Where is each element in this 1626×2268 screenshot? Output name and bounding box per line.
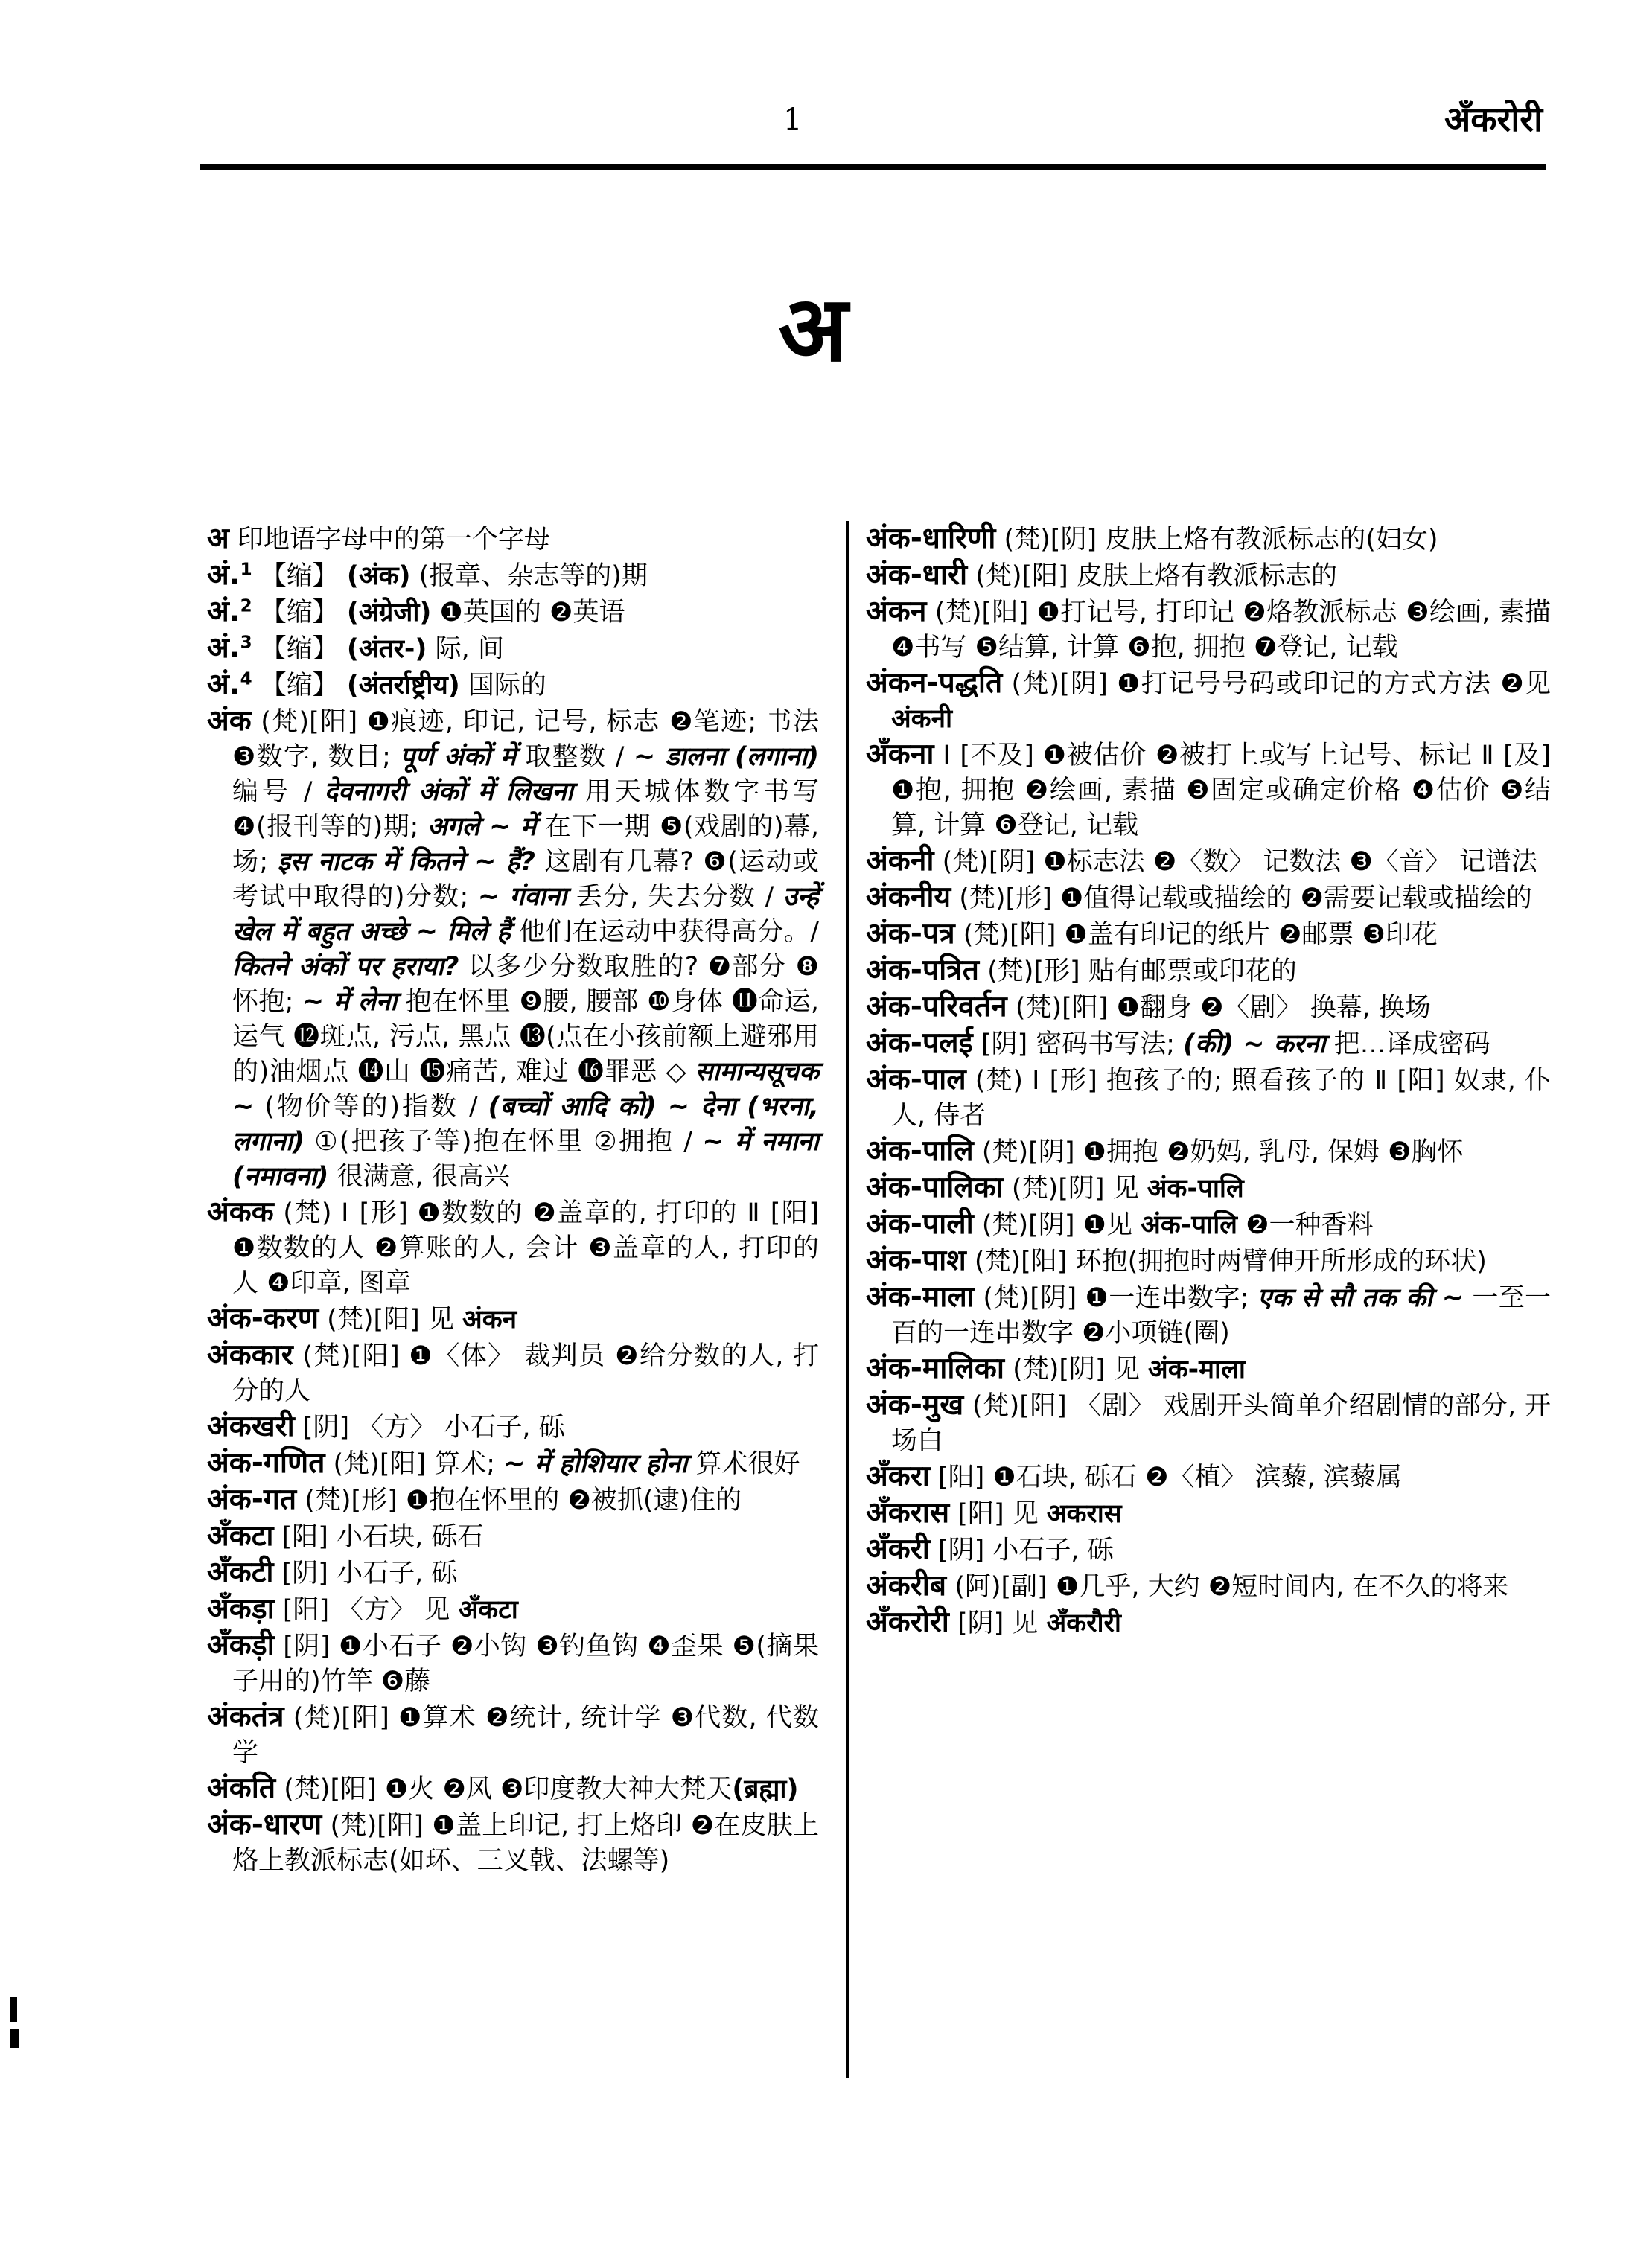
entry-text: 取整数 / xyxy=(516,742,634,772)
entry-text: (梵)[阴] ❶拥抱 ❷奶妈, 乳母, 保姆 ❸胸怀 xyxy=(973,1137,1464,1167)
entry-homograph-number: 2 xyxy=(240,596,252,616)
entry-headword: अंक-मुख xyxy=(866,1388,964,1422)
dictionary-entry xyxy=(207,558,819,594)
entry-text: ①(把孩子等)抱在怀里 ②拥抱 / xyxy=(305,1127,703,1157)
entry-text: (梵)[阳] ❶盖上印记, 打上烙印 ❷在皮肤上烙上教派标志(如环、三叉戟、法螺等) xyxy=(232,1811,819,1876)
entry-example-hindi: ~ में होशियार होना xyxy=(503,1449,688,1479)
dictionary-entry xyxy=(207,1699,819,1771)
entry-text: [阴] 密码书写法; xyxy=(972,1029,1184,1059)
entry-example-hindi: एक से सौ तक की ~ xyxy=(1257,1283,1464,1313)
entry-headword: अंक-मालिका xyxy=(866,1352,1004,1385)
entry-text: (梵)[阳] ❶翻身 ❷〈剧〉 换幕, 换场 xyxy=(1007,993,1431,1023)
dictionary-entry xyxy=(866,1280,1551,1351)
entry-crossref: अंक-पालि xyxy=(1141,1210,1237,1240)
section-letter: अ xyxy=(778,276,848,382)
entry-example-hindi: ~ डालना (लगाना) xyxy=(633,742,820,772)
dictionary-entry xyxy=(207,630,819,667)
entry-headword: अंक-माला xyxy=(866,1280,975,1314)
entry-example-hindi: देवनागरी अंकों में लिखना xyxy=(324,777,573,807)
entry-headword: अंकनीय xyxy=(866,881,951,914)
entry-text: 【缩】 xyxy=(252,561,347,591)
column-divider xyxy=(846,521,849,2078)
entry-headword: अँकरोरी xyxy=(866,1606,949,1639)
entry-text: 印地语字母中的第一个字母 xyxy=(229,525,550,555)
entry-homograph-number: 3 xyxy=(240,633,252,653)
entry-text: 【缩】 xyxy=(252,634,347,664)
entry-text: (梵)[阳] ❶火 ❷风 ❸印度教大神大梵天 xyxy=(275,1775,733,1804)
entry-text: ❷一种香料 xyxy=(1237,1210,1374,1240)
entry-text: 以多少分数取胜的? ❼部分 ❽怀抱; xyxy=(232,952,819,1017)
entry-text: 抱在怀里 ❾腰, 腰部 ❿身体 ⓫命运, 运气 ⓬斑点, 污点, 黑点 ⓭(点在小孩前额上避邪用的)油烟点 ⓮山 ⓯痛苦, 难过 ⓰罪恶 ◇ xyxy=(232,987,819,1087)
dictionary-entry xyxy=(866,737,1551,843)
entry-text: (梵)[阳] ❶〈体〉 裁判员 ❷给分数的人, 打分的人 xyxy=(232,1341,819,1406)
entry-headword: अं. xyxy=(207,668,240,701)
entry-headword: अंक-धारण xyxy=(207,1808,322,1841)
entry-example-hindi: (की) ~ करना xyxy=(1183,1029,1326,1059)
dictionary-entry xyxy=(866,1568,1551,1605)
entry-text: 把…译成密码 xyxy=(1325,1029,1490,1059)
dictionary-entry xyxy=(866,558,1551,594)
entry-text: (梵)[阴] ❶一连串数字; xyxy=(974,1283,1257,1313)
entry-crossref: अंकनी xyxy=(891,704,953,734)
entry-crossref: अंक-माला xyxy=(1147,1355,1246,1384)
scan-artifact-mark xyxy=(10,1997,17,2022)
entry-text: (梵)[形] ❶值得记载或描绘的 ❷需要记载或描绘的 xyxy=(951,884,1532,913)
entry-example-hindi: सामान्यसूचक ~ xyxy=(232,1057,819,1122)
entry-text: [阴] 小石子, 砾 xyxy=(929,1536,1114,1565)
entry-crossref: (अंतर्राष्ट्रीय) xyxy=(346,671,460,700)
left-column xyxy=(207,521,819,1879)
entry-crossref: अकरास xyxy=(1046,1499,1122,1529)
dictionary-entry xyxy=(866,953,1551,989)
dictionary-entry xyxy=(866,1495,1551,1532)
entry-text: (梵)[阳] 见 xyxy=(319,1305,463,1335)
entry-text: (梵)[阳] ❶盖有印记的纸片 ❷邮票 ❸印花 xyxy=(954,920,1438,950)
entry-example-hindi: ~ में नमाना (नमावना) xyxy=(232,1127,819,1192)
entry-text: (梵)[阳] ❶痕迹, 印记, 记号, 标志 ❷笔迹; 书法 ❸数字, 数目; xyxy=(232,707,819,772)
entry-text: [阴] 小石子, 砾 xyxy=(273,1559,458,1588)
dictionary-entry xyxy=(207,1446,819,1482)
entry-headword: अँकड़ी xyxy=(207,1629,275,1662)
entry-text: (梵)[阴] ❶标志法 ❷〈数〉 记数法 ❸〈音〉 记谱法 xyxy=(934,847,1538,877)
dictionary-entry xyxy=(866,1207,1551,1243)
entry-text: 丢分, 失去分数 / xyxy=(567,882,783,912)
dictionary-entry xyxy=(866,594,1551,665)
entry-example-hindi: (बच्चों आदि को) ~ देना (भरना, लगाना) xyxy=(232,1092,820,1157)
entry-example-hindi: अगले ~ में xyxy=(427,812,537,842)
entry-text: 国际的 xyxy=(459,671,546,700)
entry-text: 用天城体数字书写 ❹(报刊等的)期; xyxy=(232,777,819,842)
entry-text: 这剧有几幕? ❻(运动或考试中取得的)分数; xyxy=(232,847,819,912)
dictionary-entry xyxy=(866,1605,1551,1641)
entry-text: (梵)[阳] 算术; xyxy=(325,1449,504,1479)
dictionary-entry xyxy=(866,916,1551,953)
entry-headword: अँकरी xyxy=(866,1533,930,1566)
right-column xyxy=(866,521,1551,1641)
entry-example-hindi: कितने अंकों पर हराया? xyxy=(232,952,459,982)
entry-headword: अँकड़ा xyxy=(207,1592,275,1626)
entry-text: 在下一期 ❺(戏剧的)幕, 场; xyxy=(232,812,819,877)
entry-headword: अं. xyxy=(207,558,240,592)
dictionary-entry xyxy=(866,1170,1551,1207)
entry-text: [阴] 〈方〉 小石子, 砾 xyxy=(294,1413,565,1443)
dictionary-entry xyxy=(207,1628,819,1699)
entry-crossref: (अंग्रेजी) xyxy=(346,598,432,627)
entry-text: (梵)[阳] ❶打记号, 打印记 ❷烙教派标志 ❸绘画, 素描 ❹书写 ❺结算, 计算 ❻抱, 拥抱 ❼登记, 记载 xyxy=(891,598,1551,662)
entry-headword: अंकतंत्र xyxy=(207,1700,284,1734)
entry-text: 他们在运动中获得高分。/ xyxy=(510,917,820,947)
entry-headword: अंक-परिवर्तन xyxy=(866,990,1007,1023)
dictionary-entry xyxy=(866,1026,1551,1062)
guide-word: अँकरोरी xyxy=(1444,99,1543,139)
entry-headword: अंक xyxy=(207,704,252,738)
entry-text: [阴] 见 xyxy=(948,1609,1047,1638)
entry-headword: अं. xyxy=(207,595,240,628)
dictionary-entry xyxy=(866,1387,1551,1459)
entry-text: [阳] 见 xyxy=(949,1499,1047,1529)
entry-crossref: (अंतर-) xyxy=(346,634,427,664)
entry-text: (梵)[阴] 皮肤上烙有教派标志的(妇女) xyxy=(995,525,1438,555)
entry-headword: अंकखरी xyxy=(207,1410,295,1443)
dictionary-entry xyxy=(866,843,1551,880)
entry-crossref: अँकटा xyxy=(458,1595,518,1625)
entry-headword: अंकनी xyxy=(866,844,934,878)
dictionary-entry xyxy=(866,989,1551,1026)
entry-headword: अंक-पलई xyxy=(866,1026,973,1060)
entry-text: [阴] ❶小石子 ❷小钩 ❸钓鱼钩 ❹歪果 ❺(摘果子用的)竹竿 ❻藤 xyxy=(232,1632,819,1696)
entry-crossref: अँकरौरी xyxy=(1046,1609,1121,1638)
entry-headword: अंकरीब xyxy=(866,1569,947,1603)
entry-text: 【缩】 xyxy=(252,598,347,627)
entry-text: (梵)[形] ❶抱在怀里的 ❷被抓(逮)住的 xyxy=(296,1486,742,1515)
entry-text: (物价等的)指数 / xyxy=(254,1092,488,1122)
dictionary-entry xyxy=(866,1459,1551,1495)
dictionary-entry xyxy=(207,594,819,630)
entry-example-hindi: पूर्ण अंकों में xyxy=(400,742,517,772)
entry-headword: अंक-पाल xyxy=(866,1063,966,1096)
entry-text: (梵)[阴] 见 xyxy=(1003,1174,1147,1204)
dictionary-entry xyxy=(207,1195,819,1301)
dictionary-entry xyxy=(207,1518,819,1555)
entry-text: (梵)[阴] 见 xyxy=(1004,1355,1148,1384)
entry-text: (梵) Ⅰ [形] ❶数数的 ❷盖章的, 打印的 Ⅱ [阳] ❶数数的人 ❷算账的人, 会计 ❸盖章的人, 打印的人 ❹印章, 图章 xyxy=(232,1198,819,1298)
entry-text: (梵)[阳] 皮肤上烙有教派标志的 xyxy=(967,561,1337,591)
entry-headword: अंक-पालिका xyxy=(866,1171,1004,1204)
dictionary-entry xyxy=(866,521,1551,558)
entry-text: Ⅰ [不及] ❶被估价 ❷被打上或写上记号、标记 Ⅱ [及] ❶抱, 拥抱 ❷绘画, 素描 ❸固定或确定价格 ❹估价 ❺结算, 计算 ❻登记, 记载 xyxy=(891,741,1551,840)
entry-text: (梵)[阳] ❶算术 ❷统计, 统计学 ❸代数, 代数学 xyxy=(232,1703,819,1768)
dictionary-entry xyxy=(207,1301,819,1338)
entry-headword: अंक-पाश xyxy=(866,1244,966,1277)
entry-crossref: (ब्रह्मा) xyxy=(732,1775,799,1804)
entry-text: 一至一百的一连串数字 ❷小项链(圈) xyxy=(891,1283,1551,1348)
dictionary-entry xyxy=(866,1532,1551,1568)
dictionary-entry xyxy=(866,1062,1551,1134)
dictionary-entry xyxy=(207,1555,819,1591)
entry-text: 际, 间 xyxy=(427,634,504,664)
entry-crossref: अंक-पालि xyxy=(1147,1174,1244,1204)
entry-headword: अँकना xyxy=(866,738,934,771)
entry-headword: अंक-गणित xyxy=(207,1446,325,1480)
entry-text: (梵)[阳] 环抱(拥抱时两臂伸开所形成的环状) xyxy=(966,1247,1487,1277)
dictionary-entry xyxy=(207,1409,819,1446)
entry-homograph-number: 1 xyxy=(240,560,252,580)
dictionary-entry xyxy=(207,703,819,1195)
entry-headword: अंकन xyxy=(866,595,927,628)
entry-headword: अंक-पत्र xyxy=(866,917,955,951)
dictionary-entry xyxy=(207,521,819,558)
dictionary-entry xyxy=(866,665,1551,737)
entry-text: [阳] 小石块, 砾石 xyxy=(273,1522,484,1552)
entry-text: (梵) Ⅰ [形] 抱孩子的; 照看孩子的 Ⅱ [阳] 奴隶, 仆人, 侍者 xyxy=(891,1066,1551,1131)
entry-text: 很满意, 很高兴 xyxy=(328,1162,510,1192)
entry-text: (阿)[副] ❶几乎, 大约 ❷短时间内, 在不久的将来 xyxy=(946,1572,1509,1602)
entry-headword: अंक-पाली xyxy=(866,1207,974,1241)
entry-headword: अंक-धारी xyxy=(866,558,968,592)
entry-text: (梵)[阴] ❶打记号号码或印记的方式方法 ❷见 xyxy=(1002,669,1551,699)
entry-example-hindi: उन्हें खेल में बहुत अच्छे ~ मिले हैं xyxy=(232,882,819,947)
entry-text: 算术很好 xyxy=(687,1449,800,1479)
entry-text: [阳] ❶石块, 砾石 ❷〈植〉 滨藜, 滨藜属 xyxy=(929,1463,1402,1492)
dictionary-entry xyxy=(866,1243,1551,1280)
entry-text: [阳] 〈方〉 见 xyxy=(274,1595,459,1625)
entry-text: (梵)[阳] 〈剧〉 戏剧开头简单介绍剧情的部分, 开场白 xyxy=(891,1391,1551,1456)
entry-headword: अं. xyxy=(207,631,240,665)
entry-headword: अँकटी xyxy=(207,1556,274,1589)
entry-headword: अंक-गत xyxy=(207,1483,297,1516)
dictionary-entry xyxy=(207,1482,819,1518)
entry-example-hindi: ~ गंवाना xyxy=(477,882,567,912)
entry-headword: अंकक xyxy=(207,1195,274,1229)
dictionary-entry xyxy=(207,1338,819,1409)
entry-headword: अ xyxy=(207,522,229,555)
dictionary-entry xyxy=(207,1807,819,1879)
dictionary-entry xyxy=(866,1134,1551,1170)
entry-text: 【缩】 xyxy=(252,671,347,700)
entry-text: ❶英国的 ❷英语 xyxy=(431,598,625,627)
dictionary-entry xyxy=(866,1351,1551,1387)
entry-headword: अंकति xyxy=(207,1772,276,1805)
dictionary-entry xyxy=(207,667,819,703)
header-rule xyxy=(200,164,1546,170)
entry-text: (梵)[阴] ❶见 xyxy=(973,1210,1141,1240)
entry-text: (梵)[形] 贴有邮票或印花的 xyxy=(978,956,1297,986)
entry-example-hindi: ~ में लेना xyxy=(302,987,398,1017)
entry-example-hindi: इस नाटक में कितने ~ हैं? xyxy=(277,847,535,877)
scan-artifact-mark xyxy=(10,2029,19,2048)
entry-headword: अँकरास xyxy=(866,1496,950,1530)
entry-headword: अंक-धारिणी xyxy=(866,522,996,555)
entry-headword: अंक-करण xyxy=(207,1302,319,1335)
entry-headword: अंककार xyxy=(207,1338,293,1372)
dictionary-entry xyxy=(207,1591,819,1628)
entry-headword: अँकरा xyxy=(866,1460,930,1493)
entry-headword: अंकन-पद्धति xyxy=(866,666,1003,700)
entry-headword: अँकटा xyxy=(207,1519,274,1553)
entry-text: 编号 / xyxy=(232,777,325,807)
entry-headword: अंक-पत्रित xyxy=(866,953,979,987)
entry-headword: अंक-पालि xyxy=(866,1134,974,1168)
dictionary-entry xyxy=(866,880,1551,916)
entry-crossref: अंकन xyxy=(462,1305,517,1335)
page-number: 1 xyxy=(783,103,803,137)
entry-crossref: (अंक) xyxy=(346,561,411,591)
dictionary-entry xyxy=(207,1771,819,1807)
entry-homograph-number: 4 xyxy=(240,669,252,689)
entry-text: (报章、杂志等的)期 xyxy=(410,561,648,591)
